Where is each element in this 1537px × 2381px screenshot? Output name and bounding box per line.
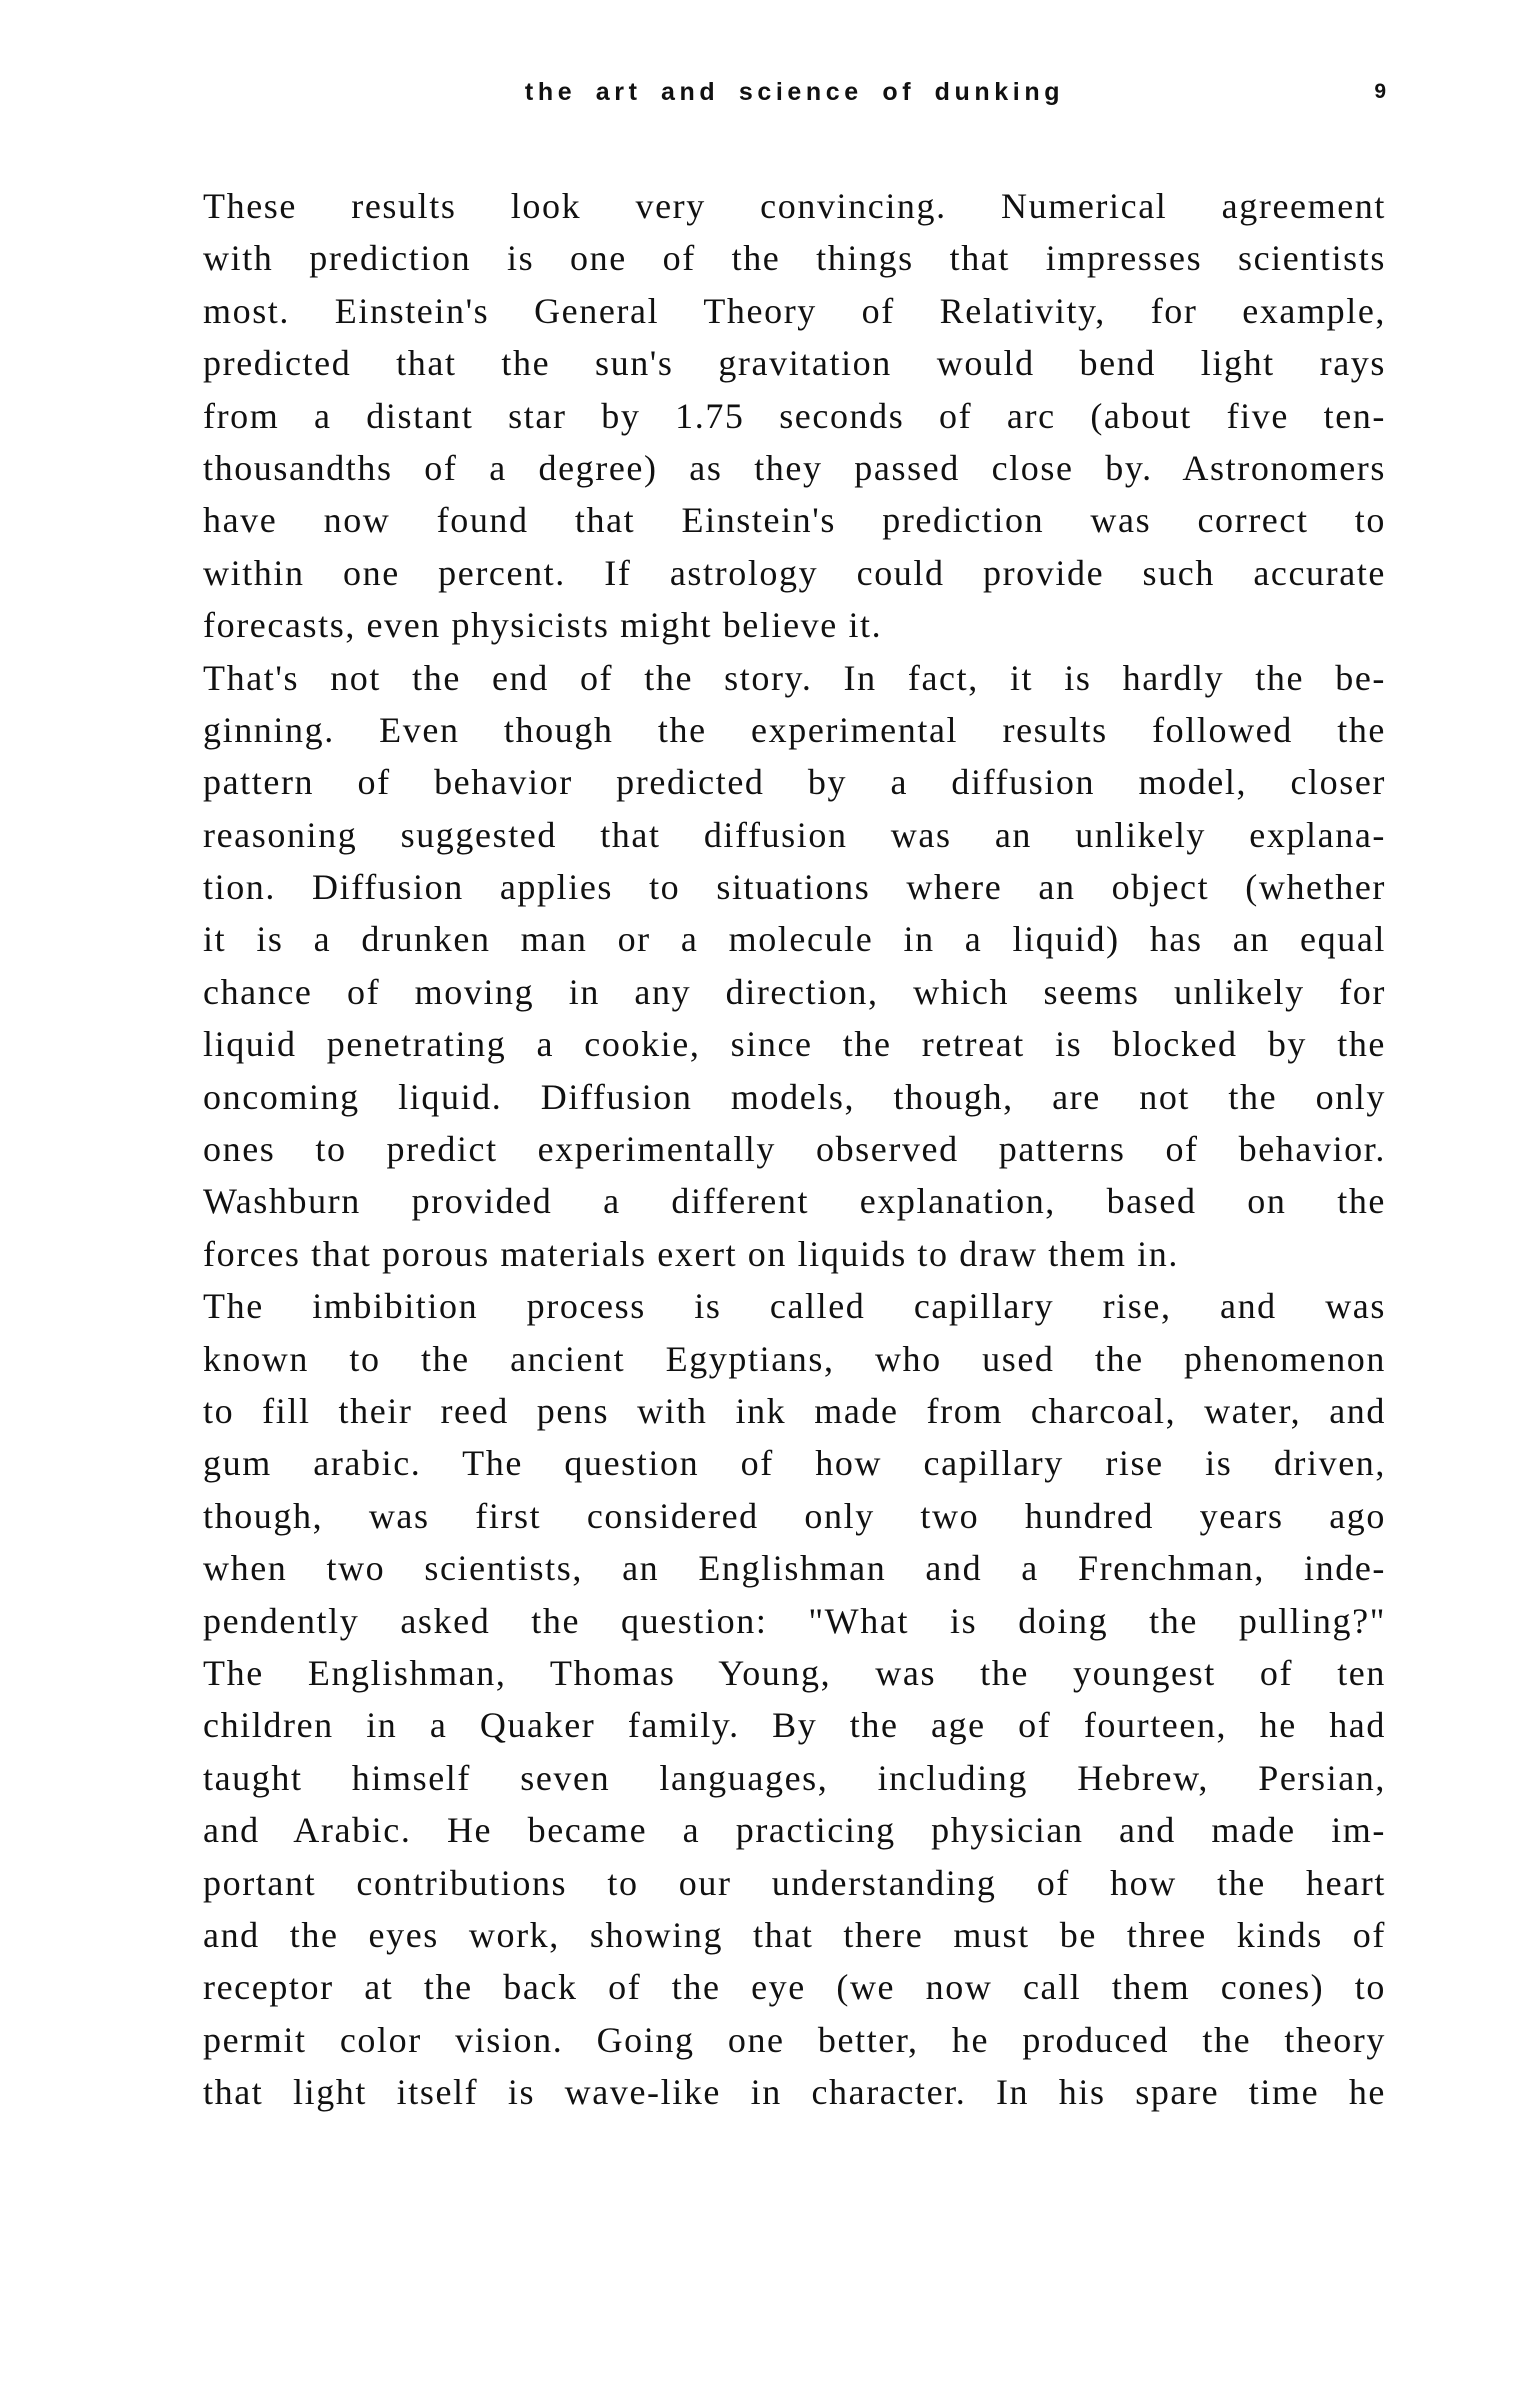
text-line: oncoming liquid. Diffusion models, though, are not the only xyxy=(203,1076,1386,1117)
text-line: predicted that the sun's gravitation would bend light rays xyxy=(203,343,1386,384)
text-line: to fill their reed pens with ink made from charcoal, water, and xyxy=(203,1390,1386,1431)
text-line: ones to predict experimentally observed patterns of behavior. xyxy=(203,1129,1386,1170)
text-line: have now found that Einstein's prediction was correct to xyxy=(203,500,1386,541)
text-line: chance of moving in any direction, which seems unlikely for xyxy=(203,971,1386,1012)
text-line: though, was first considered only two hundred years ago xyxy=(203,1495,1386,1536)
text-line: gum arabic. The question of how capillary rise is driven, xyxy=(203,1443,1386,1484)
text-line: taught himself seven languages, including Hebrew, Persian, xyxy=(203,1757,1386,1798)
text-line: pattern of behavior predicted by a diffusion model, closer xyxy=(203,762,1386,803)
text-line: The imbibition process is called capillary rise, and was xyxy=(203,1286,1386,1327)
page-number: 9 xyxy=(1374,80,1386,103)
text-line: it is a drunken man or a molecule in a liquid) has an equal xyxy=(203,919,1386,960)
text-line: These results look very convincing. Numerical agreement xyxy=(203,186,1386,226)
text-line: liquid penetrating a cookie, since the retreat is blocked by the xyxy=(203,1024,1386,1065)
text-line: and the eyes work, showing that there must be three kinds of xyxy=(203,1914,1386,1955)
running-header xyxy=(203,72,1386,112)
text-line: that light itself is wave-like in character. In his spare time he xyxy=(203,2072,1386,2113)
text-line: reasoning suggested that diffusion was an unlikely explana- xyxy=(203,814,1386,855)
text-line: receptor at the back of the eye (we now call them cones) to xyxy=(203,1967,1386,2008)
text-line: That's not the end of the story. In fact, it is hardly the be- xyxy=(203,657,1386,698)
text-line: within one percent. If astrology could provide such accurate xyxy=(203,552,1386,593)
text-line: forecasts, even physicists might believe it. xyxy=(203,605,883,646)
body-text xyxy=(203,180,1386,2118)
text-line: thousandths of a degree) as they passed close by. Astronomers xyxy=(203,447,1386,488)
text-line: The Englishman, Thomas Young, was the youngest of ten xyxy=(203,1652,1386,1693)
text-line: portant contributions to our understanding of how the heart xyxy=(203,1862,1386,1903)
text-line: Washburn provided a different explanation, based on the xyxy=(203,1181,1386,1222)
text-line: most. Einstein's General Theory of Relativity, for example, xyxy=(203,290,1386,331)
text-line: known to the ancient Egyptians, who used the phenomenon xyxy=(203,1338,1386,1379)
text-line: forces that porous materials exert on liquids to draw them in. xyxy=(203,1233,1179,1274)
text-line: with prediction is one of the things that impresses scientists xyxy=(203,238,1386,279)
text-line: when two scientists, an Englishman and a Frenchman, inde- xyxy=(203,1548,1386,1589)
text-line: pendently asked the question: "What is doing the pulling?" xyxy=(203,1600,1386,1641)
text-line: and Arabic. He became a practicing physician and made im- xyxy=(203,1810,1386,1851)
text-line: permit color vision. Going one better, he produced the theory xyxy=(203,2019,1386,2060)
running-title: the art and science of dunking xyxy=(524,78,1065,106)
text-line: children in a Quaker family. By the age of fourteen, he had xyxy=(203,1705,1386,1746)
text-line: ginning. Even though the experimental results followed the xyxy=(203,709,1386,750)
text-line: from a distant star by 1.75 seconds of arc (about five ten- xyxy=(203,395,1386,436)
text-line: tion. Diffusion applies to situations where an object (whether xyxy=(203,867,1386,908)
